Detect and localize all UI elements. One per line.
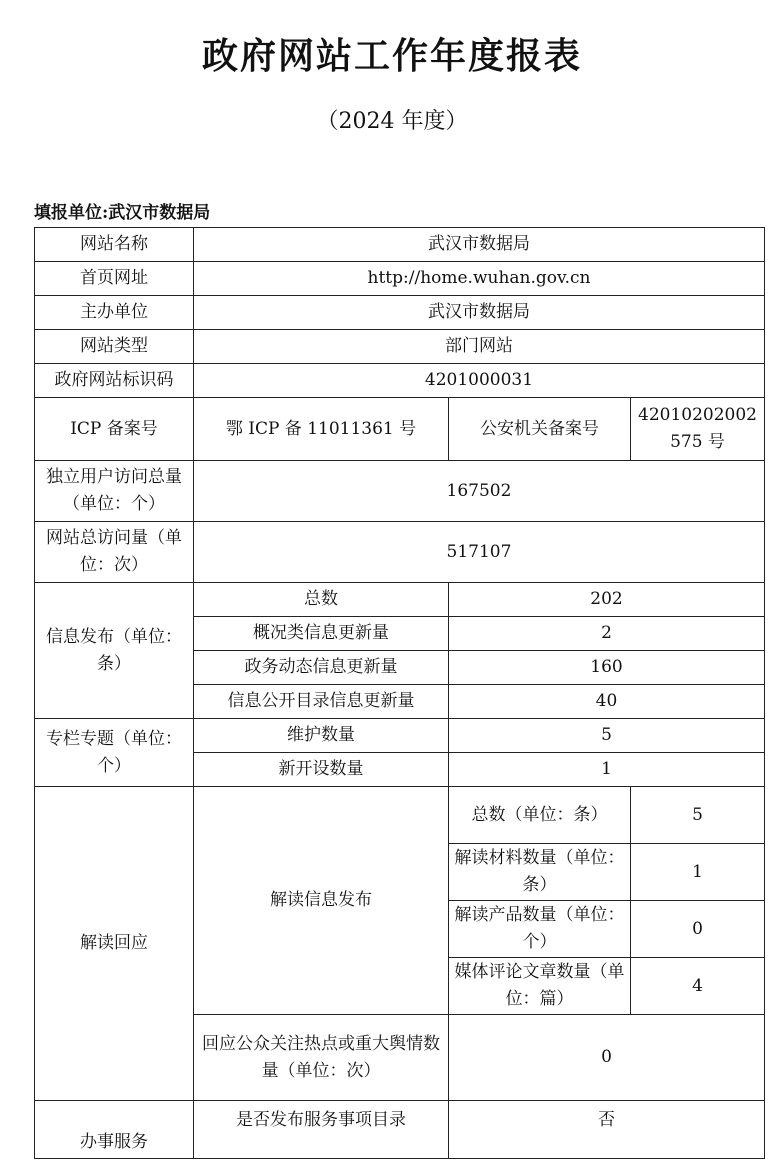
host-unit-value: 武汉市数据局 (194, 296, 765, 330)
interp-product-value: 0 (631, 901, 765, 958)
info-overview-value: 2 (449, 617, 765, 651)
topics-new-label: 新开设数量 (194, 753, 449, 787)
unique-visitors-label: 独立用户访问总量（单位：个） (35, 461, 194, 522)
info-release-label: 信息发布（单位：条） (35, 583, 194, 719)
table-row (35, 1101, 765, 1159)
site-type-value: 部门网站 (194, 330, 765, 364)
info-news-value: 160 (449, 651, 765, 685)
site-type-label: 网站类型 (35, 330, 194, 364)
reporting-unit: 填报单位:武汉市数据局 (34, 203, 211, 223)
report-year: （2024 年度） (316, 109, 468, 134)
unique-visitors-value: 167502 (194, 461, 765, 522)
report-title: 政府网站工作年度报表 (201, 36, 582, 77)
topics-maintained-label: 维护数量 (194, 719, 449, 753)
report-table (34, 227, 765, 1159)
interp-media-label: 媒体评论文章数量（单位：篇） (449, 958, 631, 1015)
table-row (35, 787, 765, 844)
table-row (35, 583, 765, 617)
response-value: 0 (449, 1015, 765, 1101)
site-name-label: 网站名称 (35, 228, 194, 262)
info-catalog-value: 40 (449, 685, 765, 719)
table-row (35, 461, 765, 522)
interp-material-label: 解读材料数量（单位：条） (449, 844, 631, 901)
interp-total-value: 5 (631, 787, 765, 844)
table-row (35, 296, 765, 330)
site-id-value: 4201000031 (194, 364, 765, 398)
table-row (35, 262, 765, 296)
service-catalog-label: 是否发布服务事项目录 (194, 1101, 449, 1159)
interp-product-label: 解读产品数量（单位：个） (449, 901, 631, 958)
info-overview-label: 概况类信息更新量 (194, 617, 449, 651)
police-record-value: 42010202002575 号 (631, 398, 765, 461)
table-row (35, 364, 765, 398)
homepage-value: http://home.wuhan.gov.cn (194, 262, 765, 296)
homepage-label: 首页网址 (35, 262, 194, 296)
info-news-label: 政务动态信息更新量 (194, 651, 449, 685)
interpretation-release-label: 解读信息发布 (194, 787, 449, 1015)
total-visits-label: 网站总访问量（单位：次） (35, 522, 194, 583)
special-topics-label: 专栏专题（单位：个） (35, 719, 194, 787)
topics-maintained-value: 5 (449, 719, 765, 753)
icp-label: ICP 备案号 (35, 398, 194, 461)
topics-new-value: 1 (449, 753, 765, 787)
table-row (35, 228, 765, 262)
table-row (35, 398, 765, 461)
table-row (35, 330, 765, 364)
info-total-value: 202 (449, 583, 765, 617)
total-visits-value: 517107 (194, 522, 765, 583)
interp-media-value: 4 (631, 958, 765, 1015)
site-name-value: 武汉市数据局 (194, 228, 765, 262)
interpretation-label: 解读回应 (35, 787, 194, 1101)
table-row (35, 522, 765, 583)
host-unit-label: 主办单位 (35, 296, 194, 330)
info-total-label: 总数 (194, 583, 449, 617)
service-catalog-value: 否 (449, 1101, 765, 1159)
services-label: 办事服务 (35, 1101, 194, 1159)
interp-total-label: 总数（单位：条） (449, 787, 631, 844)
response-label: 回应公众关注热点或重大舆情数量（单位：次） (194, 1015, 449, 1101)
table-row (35, 719, 765, 753)
icp-value: 鄂 ICP 备 11011361 号 (194, 398, 449, 461)
interp-material-value: 1 (631, 844, 765, 901)
site-id-label: 政府网站标识码 (35, 364, 194, 398)
info-catalog-label: 信息公开目录信息更新量 (194, 685, 449, 719)
police-record-label: 公安机关备案号 (449, 398, 631, 461)
